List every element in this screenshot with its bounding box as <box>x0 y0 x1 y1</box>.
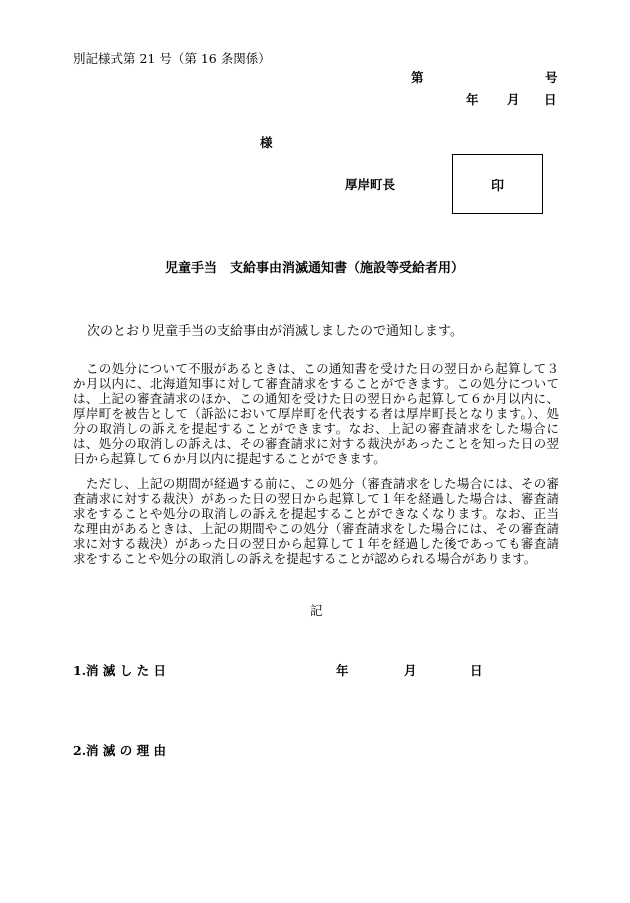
number-suffix: 号 <box>545 70 558 85</box>
item-1-day: 日 <box>470 663 483 678</box>
form-label: 別記様式第 21 号（第 16 条関係） <box>73 51 271 66</box>
appeal-paragraph-2: ただし、上記の期間が経過する前に、この処分（審査請求をした場合には、その審査請求に対する裁決）があった日の翌日から起算して１年を経過した場合は、審査請求をすることや処分の取消しの訴えを提起することができなくなります。なお、正当な理由があるときは、上記の期間やこの処分（審査請求をした場合には、その審査請求に対する裁決）があった日の翌日から起算して１年を経過した後であっても審査請求をすることや処分の取消しの訴えを提起することが認められる場合があります。 <box>73 476 559 566</box>
issuer-name: 厚岸町長 <box>345 177 396 192</box>
item-1-year: 年 <box>336 663 349 678</box>
seal-label: 印 <box>490 179 504 194</box>
item-2-label: 2.消 滅 の 理 由 <box>73 743 166 758</box>
number-prefix: 第 <box>411 70 424 85</box>
date-year: 年 <box>466 92 479 107</box>
recipient-honorific: 様 <box>260 135 273 150</box>
notice-text: 次のとおり児童手当の支給事由が消滅しましたので通知します。 <box>87 324 463 339</box>
item-1-label: 1.消 滅 し た 日 <box>73 663 166 678</box>
date-month: 月 <box>507 92 520 107</box>
date-day: 日 <box>544 92 557 107</box>
appeal-paragraph-1: この処分について不服があるときは、この通知書を受けた日の翌日から起算して３か月以内に、北海道知事に対して審査請求をすることができます。この処分については、上記の審査請求のほか、この通知を受けた日の翌日から起算して６か月以内に、厚岸町を被告として（訴訟において厚岸町を代表する者は厚岸町長となります。）、処分の取消しの訴えを提起することができます。なお、上記の審査請求をした場合には、処分の取消しの訴えは、その審査請求に対する裁決があったことを知った日の翌日から起算して６か月以内に提起することができます。 <box>73 361 559 466</box>
ki-heading: 記 <box>310 603 323 618</box>
item-1-month: 月 <box>404 663 417 678</box>
seal-box <box>452 154 543 214</box>
document-title: 児童手当 支給事由消滅通知書（施設等受給者用） <box>165 261 465 276</box>
